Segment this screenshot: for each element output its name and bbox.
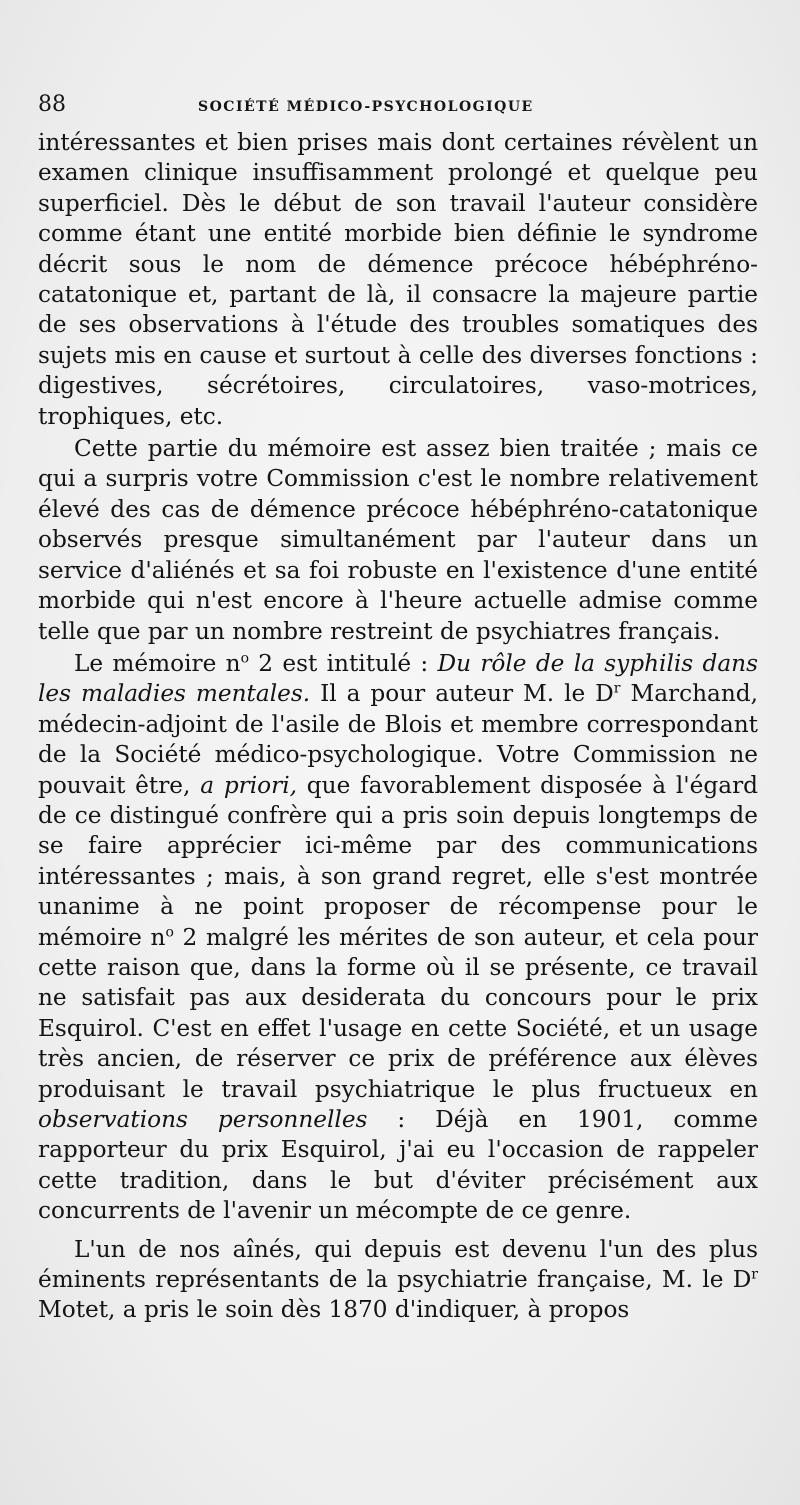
text-run: 2 malgré les mérites de son auteur, et cela pour cette raison que, dans la forme où il se présente, ce travail ne satisfait pas aux desiderata du concours pour le prix Esquirol. C'est en effet l'usage en cette Société, et un usage très ancien, de réserver ce prix de préférence aux élèves produisant le travail psychiatrique le plus fructueux en [38,923,758,1103]
paragraph-commission-remarks: Cette partie du mémoire est assez bien traitée ; mais ce qui a surpris votre Commission c'est le nombre relativement élevé des cas de démence précoce hébéphréno-catatonique observés presque simultanément par l'auteur dans un service d'aliénés et sa foi robuste en l'existence d'une entité morbide qui n'est encore à l'heure actuelle admise comme telle que par un nombre restreint de psychiatres français. [38,435,758,645]
running-title: SOCIÉTÉ MÉDICO-PSYCHOLOGIQUE [198,99,534,115]
a-priori-italic: a priori, [200,771,297,799]
doctor-superscript: r [751,1266,758,1283]
doctor-superscript: r [613,680,621,697]
body-text [38,128,758,1326]
paragraph-continuation: intéressantes et bien prises mais dont certaines révèlent un examen clinique insuffisamment prolongé et quelque peu superficiel. Dès le début de son travail l'auteur considère comme étant une entité morbide bien définie le syndrome décrit sous le nom de démence précoce hébéphréno-catatonique et, partant de là, il consacre la majeure partie de ses observations à l'étude des troubles somatiques des sujets mis en cause et surtout à celle des diverses fonctions : digestives, sécrétoires, circulatoires, vaso-motrices, trophiques, etc. [38,129,758,430]
observations-italic: observations personnelles [38,1106,368,1133]
paragraph-motet [38,1235,758,1326]
text-run: Il a pour auteur M. le D [310,680,614,708]
page-number: 88 [38,92,66,117]
text-run: que favorablement disposée à l'égard de ce distingué confrère qui a pris soin depuis longtemps de se faire apprécier ici-même par des communications intéressantes ; mais, à son grand regret, elle s'est montrée unanime à ne point proposer de récompense pour le mémoire n [38,771,758,951]
ordinal-superscript: o [240,650,249,667]
text-run: Motet, a pris le soin dès 1870 d'indiquer, à propos [38,1296,630,1324]
text-run: L'un de nos aînés, qui depuis est devenu l'un des plus éminents représentants de la psychiatrie française, M. le D [38,1235,758,1294]
text-run: Marchand, médecin-adjoint de l'asile de Blois et membre correspondant de la Société médico-psychologique. Votre Commission ne pouvait être, [38,680,758,799]
text-run: : Déjà en 1901, comme rapporteur du prix Esquirol, j'ai eu l'occasion de rappeler cette tradition, dans le but d'éviter précisément aux concurrents de l'avenir un mécompte de ce genre. [38,1106,758,1225]
memoire-title: Du rôle de la syphilis dans les maladies mentales. [38,649,758,708]
ordinal-superscript: o [165,923,174,940]
page-header [38,92,758,128]
text-run: 2 est intitulé : [249,649,438,677]
paragraph-memoire-2 [38,649,758,1227]
text-run: Le mémoire n [74,649,241,677]
